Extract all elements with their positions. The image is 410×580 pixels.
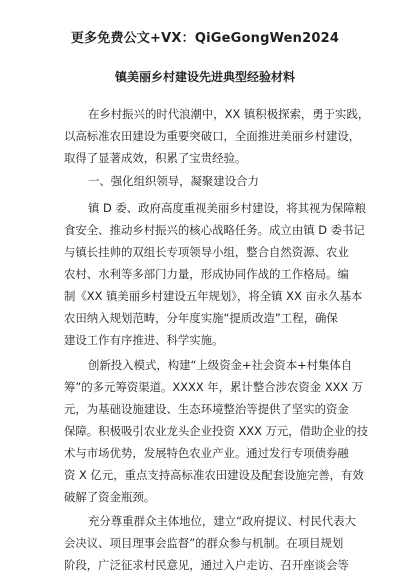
paragraph-line: 取得了显著成效，积累了宝贵经验。 xyxy=(64,151,247,165)
paragraph-line: 农村、水利等多部门力量，形成协同作战的工作格局。编 xyxy=(64,267,349,281)
paragraph-line: 农田纳入规划范畴，分年度实施“提质改造”工程，确保 xyxy=(64,311,338,325)
paragraph-line: 镇 D 委、政府高度重视美丽乡村建设，将其视为保障粮 xyxy=(88,201,366,215)
paragraph-line: 在乡村振兴的时代浪潮中，XX 镇积极探索，勇于实践， xyxy=(88,107,370,121)
paragraph-line: 会决议、项目理事会监督”的群众参与机制。在项目规划 xyxy=(64,536,344,550)
section-heading: 一、强化组织领导，凝聚建设合力 xyxy=(88,174,259,188)
paragraph-line: 充分尊重群众主体地位，建立“政府提议、村民代表大 xyxy=(88,514,356,528)
paragraph-line: 以高标准农田建设为重要突破口，全面推进美丽乡村建设， xyxy=(64,129,361,143)
paragraph-line: 与镇长挂帅的双组长专项领导小组，整合自然资源、农业 xyxy=(64,245,349,259)
paragraph-line: 元，为基础设施建设、生态环境整治等提供了坚实的资金 xyxy=(64,402,349,416)
paragraph-line: 制《XX 镇美丽乡村建设五年规划》，将全镇 XX 亩永久基本 xyxy=(64,289,363,303)
paragraph-line: 破解了资金瓶颈。 xyxy=(64,490,156,504)
document-title: 镇美丽乡村建设先进典型经验材料 xyxy=(114,70,295,84)
paragraph-line: 创新投入模式，构建“上级资金+社会资本+村集体自 xyxy=(88,358,353,372)
watermark-header: 更多免费公文+VX：QiGeGongWen2024 xyxy=(70,31,340,46)
paragraph-line: 阶段，广泛征求村民意见，通过入户走访、召开座谈会等 xyxy=(64,558,349,572)
paragraph-line: 资 X 亿元，重点支持高标准农田建设及配套设施完善，有效 xyxy=(64,468,364,482)
paragraph-line: 筹”的多元筹资渠道。XXXX 年，累计整合涉农资金 XXX 万 xyxy=(64,380,364,394)
paragraph-line: 建设工作有序推进、科学实施。 xyxy=(64,333,224,347)
paragraph-line: 术与市场优势，发展特色农业产业。通过发行专项债券融 xyxy=(64,446,349,460)
paragraph-line: 保障。积极吸引农业龙头企业投资 XXX 万元，借助企业的技 xyxy=(64,424,369,438)
paragraph-line: 食安全、推动乡村振兴的核心战略任务。成立由镇 D 委书记 xyxy=(64,223,365,237)
